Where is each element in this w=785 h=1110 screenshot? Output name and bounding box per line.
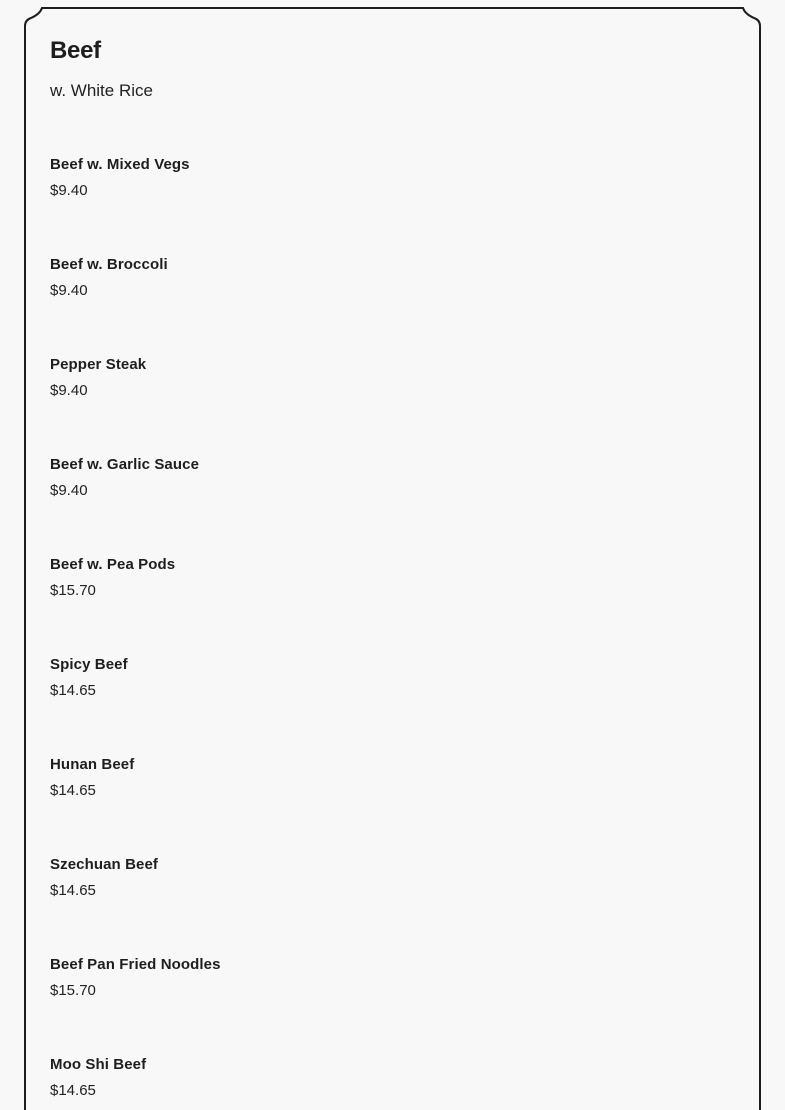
item-name: Beef w. Pea Pods bbox=[50, 556, 176, 573]
menu-item-list bbox=[50, 154, 740, 1110]
item-price: $9.40 bbox=[50, 482, 88, 499]
menu-item[interactable] bbox=[50, 954, 740, 1054]
item-name: Pepper Steak bbox=[50, 356, 147, 373]
item-price: $9.40 bbox=[50, 182, 88, 199]
item-name: Beef Pan Fried Noodles bbox=[50, 956, 221, 973]
item-name: Spicy Beef bbox=[50, 656, 128, 673]
item-price: $9.40 bbox=[50, 282, 88, 299]
menu-item[interactable] bbox=[50, 654, 740, 754]
menu-item[interactable] bbox=[50, 854, 740, 954]
item-price: $15.70 bbox=[50, 582, 96, 599]
menu-item[interactable] bbox=[50, 1054, 740, 1110]
menu-item[interactable] bbox=[50, 554, 740, 654]
item-name: Beef w. Mixed Vegs bbox=[50, 156, 190, 173]
menu-item[interactable] bbox=[50, 154, 740, 254]
item-price: $14.65 bbox=[50, 782, 96, 799]
item-name: Szechuan Beef bbox=[50, 856, 158, 873]
item-price: $9.40 bbox=[50, 382, 88, 399]
menu-item[interactable] bbox=[50, 254, 740, 354]
item-price: $14.65 bbox=[50, 1082, 96, 1099]
menu-item[interactable] bbox=[50, 454, 740, 554]
section-subtitle: w. White Rice bbox=[50, 81, 153, 100]
section-header bbox=[50, 36, 740, 102]
item-price: $15.70 bbox=[50, 982, 96, 999]
item-name: Beef w. Garlic Sauce bbox=[50, 456, 200, 473]
menu-item[interactable] bbox=[50, 754, 740, 854]
menu-item[interactable] bbox=[50, 354, 740, 454]
section-title: Beef bbox=[50, 37, 101, 64]
item-name: Beef w. Broccoli bbox=[50, 256, 168, 273]
item-name: Hunan Beef bbox=[50, 756, 135, 773]
item-price: $14.65 bbox=[50, 882, 96, 899]
item-name: Moo Shi Beef bbox=[50, 1056, 147, 1073]
item-price: $14.65 bbox=[50, 682, 96, 699]
